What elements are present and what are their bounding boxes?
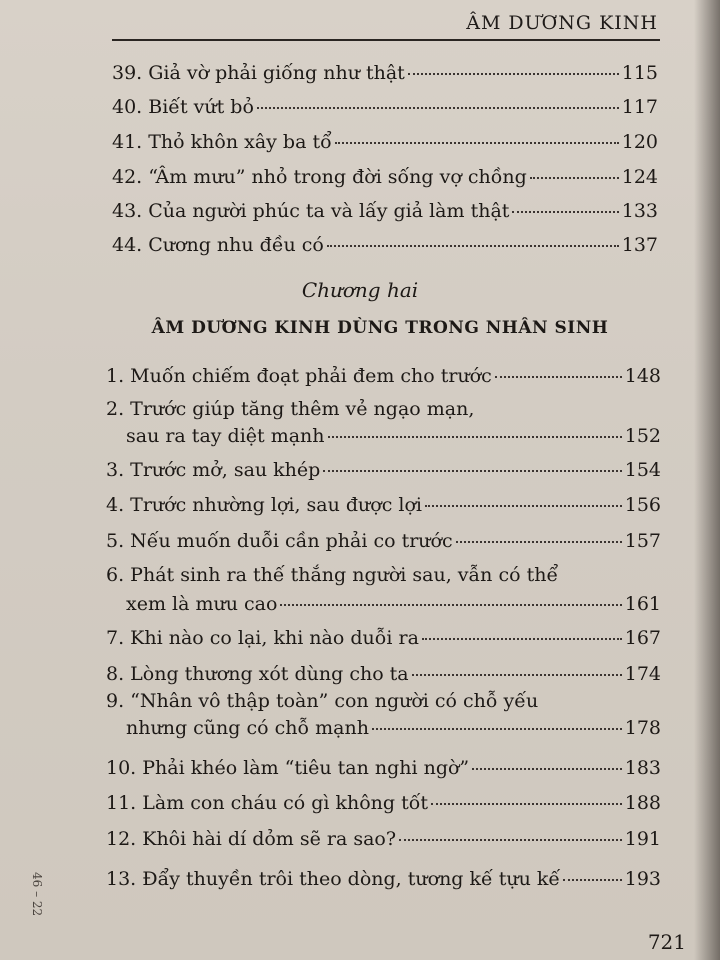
toc-leader-dots [412,674,622,676]
toc-leader-dots [257,107,619,109]
toc-entry-page: 193 [624,868,661,890]
toc-entry [106,757,661,779]
toc-entry [126,717,661,739]
toc-entry [112,62,658,84]
toc-leader-dots [328,436,622,438]
toc-entry [106,868,661,890]
toc-entry-label-line1: 6. Phát sinh ra thế thắng người sau, vẫn có thể [106,564,559,586]
toc-entry-label: 7. Khi nào co lại, khi nào duỗi ra [106,627,419,649]
toc-entry-label: 12. Khôi hài dí dỏm sẽ ra sao? [106,828,397,850]
toc-entry [126,593,661,615]
toc-entry-label: xem là mưu cao [126,593,278,615]
header-rule [112,39,660,41]
toc-entry-label: 40. Biết vứt bỏ [112,96,254,118]
toc-entry-label: 4. Trước nhường lợi, sau được lợi [106,494,423,516]
chapter-title: ÂM DƯƠNG KINH DÙNG TRONG NHÂN SINH [151,318,609,338]
page-edge-shadow [694,0,720,960]
toc-entry-page: 117 [621,96,658,118]
toc-leader-dots [280,604,621,606]
toc-entry [112,234,658,256]
toc-entry-label: 8. Lòng thương xót dùng cho ta [106,663,409,685]
toc-entry [126,425,661,447]
toc-entry-page: 120 [621,131,658,153]
toc-entry-page: 124 [621,166,658,188]
toc-entry [112,96,658,118]
toc-entry-page: 152 [624,425,661,447]
toc-leader-dots [563,879,622,881]
toc-entry-page: 167 [624,627,661,649]
toc-entry [106,365,661,387]
toc-entry [106,828,661,850]
toc-entry-label: 41. Thỏ khôn xây ba tổ [112,131,332,153]
toc-entry [106,792,661,814]
toc-entry-label: sau ra tay diệt mạnh [126,425,325,447]
toc-entry-label: 13. Đẩy thuyền trôi theo dòng, tương kế tựu kế [106,868,561,890]
toc-leader-dots [327,245,619,247]
toc-entry [106,494,661,516]
toc-leader-dots [372,728,622,730]
toc-entry-label: 5. Nếu muốn duỗi cần phải co trước [106,530,453,552]
toc-entry-page: 178 [624,717,661,739]
toc-leader-dots [408,73,619,75]
toc-leader-dots [530,177,619,179]
toc-entry-label-line1: 9. “Nhân vô thập toàn” con người có chỗ yếu [106,690,539,712]
chapter-label: Chương hai [301,278,419,302]
toc-entry-label: 44. Cương nhu đều có [112,234,324,256]
page-number: 721 [647,930,686,954]
printer-side-mark: 46 – 22 [30,872,44,917]
toc-entry-label: nhưng cũng có chỗ mạnh [126,717,369,739]
toc-entry [106,663,661,685]
toc-entry-page: 137 [621,234,658,256]
toc-leader-dots [323,470,621,472]
toc-entry [106,459,661,481]
toc-entry-label: 11. Làm con cháu có gì không tốt [106,792,429,814]
toc-entry [106,530,661,552]
toc-leader-dots [335,142,619,144]
toc-leader-dots [425,505,622,507]
toc-leader-dots [399,839,622,841]
running-head: ÂM DƯƠNG KINH [466,12,658,34]
toc-entry-label-line1: 2. Trước giúp tăng thêm vẻ ngạo mạn, [106,398,475,420]
toc-leader-dots [512,211,618,213]
toc-leader-dots [431,803,622,805]
toc-leader-dots [422,638,622,640]
toc-leader-dots [456,541,622,543]
toc-entry [112,131,658,153]
toc-entry-page: 188 [624,792,661,814]
toc-entry-label: 43. Của người phúc ta và lấy giả làm thật [112,200,510,222]
toc-entry [112,166,658,188]
toc-leader-dots [472,768,622,770]
toc-entry [106,627,661,649]
toc-entry-page: 174 [624,663,661,685]
toc-entry-label: 1. Muốn chiếm đoạt phải đem cho trước [106,365,492,387]
toc-entry-page: 148 [624,365,661,387]
toc-entry-page: 191 [624,828,661,850]
toc-entry-page: 154 [624,459,661,481]
toc-entry-page: 156 [624,494,661,516]
toc-entry-label: 3. Trước mở, sau khép [106,459,321,481]
toc-entry-label: 42. “Âm mưu” nhỏ trong đời sống vợ chồng [112,166,527,188]
toc-entry-page: 133 [621,200,658,222]
toc-entry-label: 39. Giả vờ phải giống như thật [112,62,405,84]
toc-entry-page: 161 [624,593,661,615]
toc-entry [112,200,658,222]
toc-entry-page: 183 [624,757,661,779]
toc-entry-page: 115 [621,62,658,84]
toc-entry-page: 157 [624,530,661,552]
toc-leader-dots [495,376,622,378]
toc-entry-label: 10. Phải khéo làm “tiêu tan nghi ngờ” [106,757,470,779]
